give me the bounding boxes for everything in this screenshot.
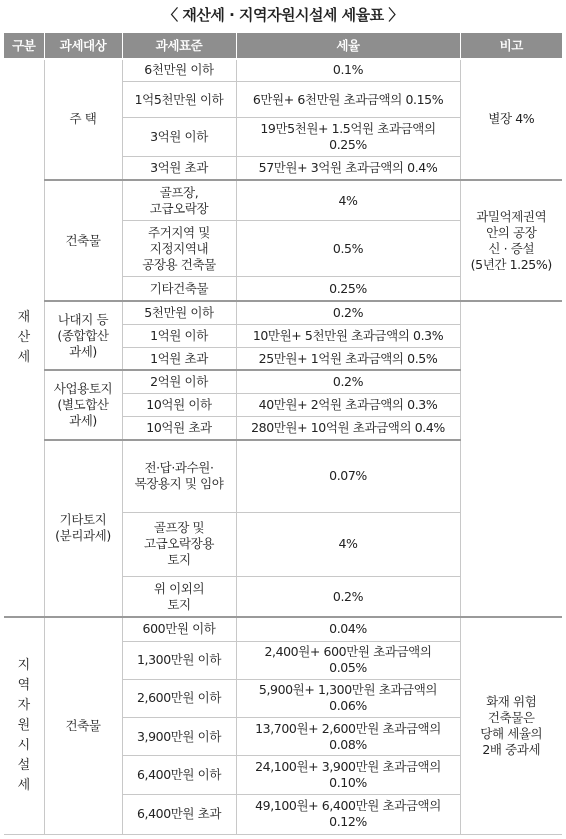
tax-base-cell: 주거지역 및 지정지역내 공장용 건축물 [122, 220, 236, 276]
target-other-land: 기타토지 (분리과세) [44, 440, 122, 617]
tax-rate-cell: 0.2% [236, 577, 460, 617]
tax-rate-cell: 4% [236, 180, 460, 220]
table-row [4, 180, 562, 220]
tax-rate-cell: 10만원+ 5천만원 초과금액의 0.3% [236, 324, 460, 347]
table-title: 〈 재산세 · 지역자원시설세 세율표 〉 [163, 6, 403, 24]
note-land-empty [460, 301, 562, 617]
tax-rate-cell: 0.25% [236, 277, 460, 301]
tax-rate-cell: 2,400원+ 600만원 초과금액의 0.05% [236, 641, 460, 679]
target-buildings: 건축물 [44, 180, 122, 301]
category-property-tax: 재 산 세 [4, 59, 44, 617]
tax-base-cell: 3억원 이하 [122, 118, 236, 156]
tax-base-cell: 1억원 초과 [122, 347, 236, 370]
tax-base-cell: 위 이외의 토지 [122, 577, 236, 617]
tax-base-cell: 5천만원 이하 [122, 301, 236, 324]
tax-rate-cell: 0.5% [236, 220, 460, 276]
tax-rate-cell: 280만원+ 10억원 초과금액의 0.4% [236, 417, 460, 440]
tax-rate-table [4, 32, 562, 835]
tax-base-cell: 2억원 이하 [122, 370, 236, 393]
tax-rate-cell: 6만원+ 6천만원 초과금액의 0.15% [236, 82, 460, 118]
tax-rate-cell: 4% [236, 512, 460, 576]
tax-base-cell: 2,600만원 이하 [122, 679, 236, 717]
header-row [4, 33, 562, 59]
note-regional: 화재 위험 건축물은 당해 세율의 2배 중과세 [460, 617, 562, 835]
tax-base-cell: 기타건축물 [122, 277, 236, 301]
tax-base-cell: 6,400만원 이하 [122, 756, 236, 794]
tax-rate-cell: 49,100원+ 6,400만원 초과금액의 0.12% [236, 794, 460, 834]
tax-rate-cell: 5,900원+ 1,300만원 초과금액의 0.06% [236, 679, 460, 717]
tax-rate-cell: 24,100원+ 3,900만원 초과금액의 0.10% [236, 756, 460, 794]
tax-base-cell: 골프장, 고급오락장 [122, 180, 236, 220]
tax-base-cell: 1,300만원 이하 [122, 641, 236, 679]
tax-base-cell: 1억원 이하 [122, 324, 236, 347]
tax-base-cell: 6,400만원 초과 [122, 794, 236, 834]
header-category: 구분 [4, 33, 44, 59]
tax-base-cell: 6천만원 이하 [122, 59, 236, 82]
header-tax-base: 과세표준 [122, 33, 236, 59]
tax-rate-cell: 0.07% [236, 440, 460, 512]
note-housing: 별장 4% [460, 59, 562, 181]
note-buildings: 과밀억제권역 안의 공장 신 · 증설 (5년간 1.25%) [460, 180, 562, 301]
tax-base-cell: 3억원 초과 [122, 156, 236, 180]
tax-base-cell: 10억원 이하 [122, 394, 236, 417]
table-row [4, 59, 562, 82]
tax-rate-cell: 13,700원+ 2,600만원 초과금액의 0.08% [236, 718, 460, 756]
tax-rate-cell: 40만원+ 2억원 초과금액의 0.3% [236, 394, 460, 417]
header-note: 비고 [460, 33, 562, 59]
target-housing: 주 택 [44, 59, 122, 181]
target-bare-land: 나대지 등 (종합합산 과세) [44, 301, 122, 370]
tax-base-cell: 골프장 및 고급오락장용 토지 [122, 512, 236, 576]
tax-base-cell: 10억원 초과 [122, 417, 236, 440]
table-row [4, 301, 562, 324]
tax-rate-cell: 25만원+ 1억원 초과금액의 0.5% [236, 347, 460, 370]
target-business-land: 사업용토지 (별도합산 과세) [44, 370, 122, 439]
header-tax-rate: 세율 [236, 33, 460, 59]
tax-rate-cell: 57만원+ 3억원 초과금액의 0.4% [236, 156, 460, 180]
header-target: 과세대상 [44, 33, 122, 59]
category-regional-tax: 지 역 자 원 시 설 세 [4, 617, 44, 835]
tax-base-cell: 1억5천만원 이하 [122, 82, 236, 118]
tax-base-cell: 전·답·과수원· 목장용지 및 임야 [122, 440, 236, 512]
target-regional-buildings: 건축물 [44, 617, 122, 835]
tax-rate-cell: 0.2% [236, 301, 460, 324]
tax-rate-cell: 0.1% [236, 59, 460, 82]
tax-rate-cell: 19만5천원+ 1.5억원 초과금액의 0.25% [236, 118, 460, 156]
table-row [4, 617, 562, 641]
tax-base-cell: 600만원 이하 [122, 617, 236, 641]
tax-base-cell: 3,900만원 이하 [122, 718, 236, 756]
tax-rate-cell: 0.04% [236, 617, 460, 641]
tax-rate-cell: 0.2% [236, 370, 460, 393]
